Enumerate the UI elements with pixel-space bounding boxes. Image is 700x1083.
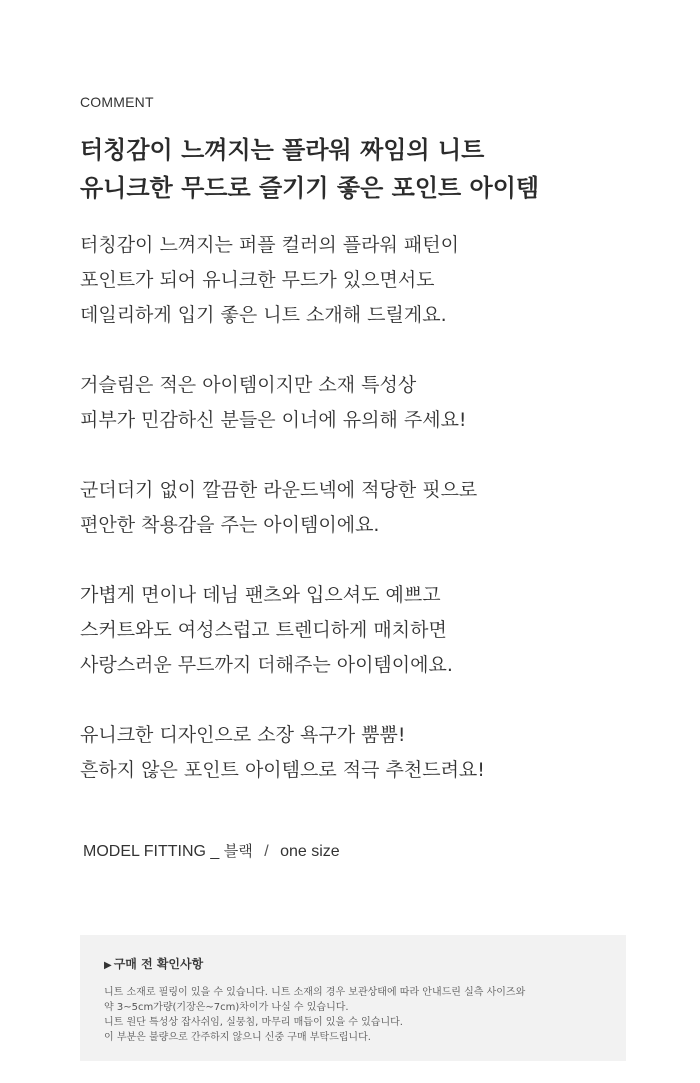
description-line: 편안한 착용감을 주는 아이템이에요. (80, 514, 380, 536)
notice-title (104, 955, 203, 972)
description-line: 거슬림은 적은 아이템이지만 소재 특성상 (80, 374, 417, 396)
purchase-notice-box (80, 935, 626, 1061)
triangle-right-icon: ▶ (104, 960, 112, 971)
model-fitting-color: 블랙 (223, 842, 253, 860)
notice-line: 이 부분은 불량으로 간주하지 않으니 신중 구매 부탁드립니다. (104, 1032, 371, 1043)
model-fitting (83, 840, 340, 861)
description-paragraph (80, 473, 680, 543)
description-line: 유니크한 디자인으로 소장 욕구가 뿜뿜! (80, 724, 406, 746)
notice-line: 약 3~5cm가량(기장은~7cm)차이가 나실 수 있습니다. (104, 1002, 349, 1013)
description-body (80, 228, 680, 823)
notice-line: 니트 원단 특성상 잡사쉬임, 실뭉침, 마무리 매듭이 있을 수 있습니다. (104, 1017, 403, 1028)
model-fitting-separator: / (264, 843, 269, 860)
notice-lines (104, 985, 614, 1045)
description-line: 피부가 민감하신 분들은 이너에 유의해 주세요! (80, 409, 467, 431)
model-fitting-size: one size (280, 843, 340, 860)
description-paragraph (80, 368, 680, 438)
description-line: 데일리하게 입기 좋은 니트 소개해 드릴게요. (80, 304, 447, 326)
description-paragraph (80, 578, 680, 683)
headline (80, 131, 680, 207)
model-fitting-label: MODEL FITTING _ (83, 843, 220, 860)
section-label: COMMENT (80, 94, 154, 110)
description-line: 군더더기 없이 깔끔한 라운드넥에 적당한 핏으로 (80, 479, 478, 501)
notice-title-text: 구매 전 확인사항 (113, 957, 204, 971)
description-paragraph (80, 718, 680, 788)
description-line: 사랑스러운 무드까지 더해주는 아이템이에요. (80, 654, 453, 676)
description-line: 포인트가 되어 유니크한 무드가 있으면서도 (80, 269, 435, 291)
headline-line: 유니크한 무드로 즐기기 좋은 포인트 아이템 (80, 174, 540, 202)
description-line: 흔하지 않은 포인트 아이템으로 적극 추천드려요! (80, 759, 485, 781)
description-line: 가볍게 면이나 데님 팬츠와 입으셔도 예쁘고 (80, 584, 441, 606)
description-line: 스커트와도 여성스럽고 트렌디하게 매치하면 (80, 619, 447, 641)
description-line: 터칭감이 느껴지는 퍼플 컬러의 플라워 패턴이 (80, 234, 459, 256)
notice-line: 니트 소재로 필링이 있을 수 있습니다. 니트 소재의 경우 보관상태에 따라 안내드린 실측 사이즈와 (104, 987, 526, 998)
headline-line: 터칭감이 느껴지는 플라워 짜임의 니트 (80, 136, 485, 164)
description-paragraph (80, 228, 680, 333)
